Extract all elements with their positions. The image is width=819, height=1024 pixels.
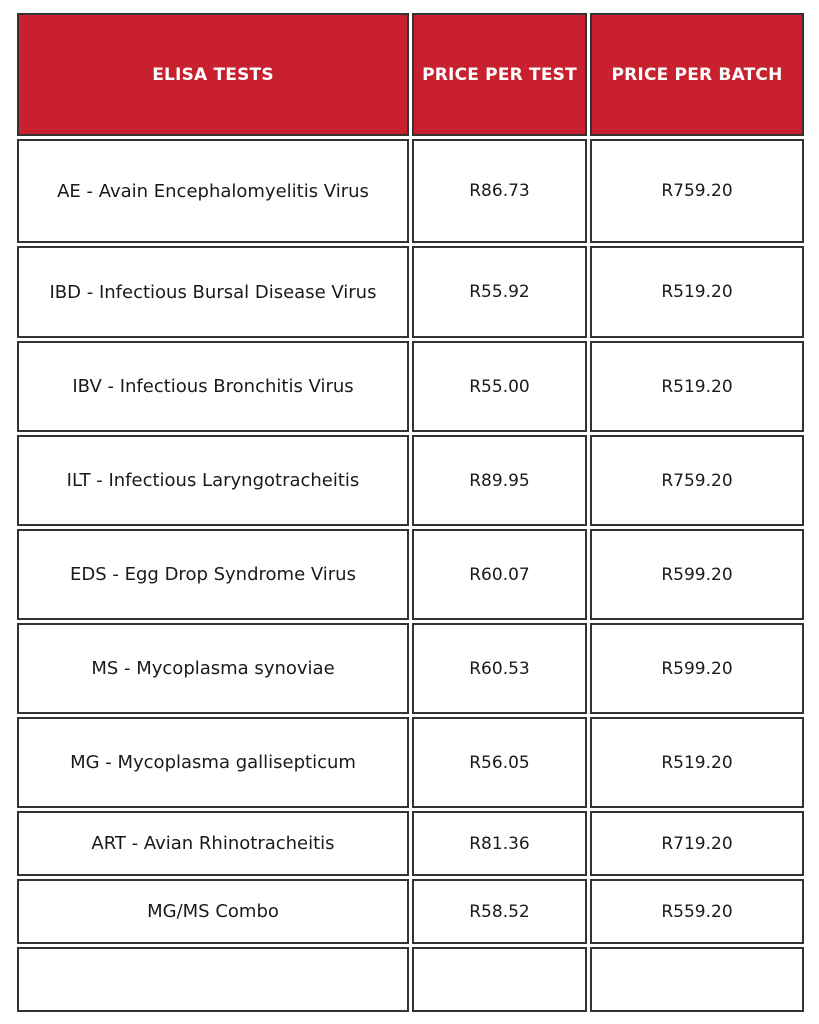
table-row bbox=[17, 879, 804, 944]
table-row bbox=[17, 717, 804, 808]
price-per-batch-cell: R599.20 bbox=[590, 529, 804, 620]
header-price-per-batch: PRICE PER BATCH bbox=[590, 13, 804, 136]
price-per-batch-cell: R519.20 bbox=[590, 246, 804, 338]
table-row-empty bbox=[17, 947, 804, 1012]
price-per-batch-cell: R559.20 bbox=[590, 879, 804, 944]
price-per-batch-cell: R759.20 bbox=[590, 435, 804, 526]
table-row bbox=[17, 246, 804, 338]
test-name-cell bbox=[17, 947, 409, 1012]
price-per-batch-cell: R759.20 bbox=[590, 139, 804, 243]
table-row bbox=[17, 529, 804, 620]
test-name-cell: ILT - Infectious Laryngotracheitis bbox=[17, 435, 409, 526]
price-per-batch-cell bbox=[590, 947, 804, 1012]
test-name-cell: MG/MS Combo bbox=[17, 879, 409, 944]
table-row bbox=[17, 435, 804, 526]
price-per-test-cell: R58.52 bbox=[412, 879, 587, 944]
price-per-test-cell: R60.53 bbox=[412, 623, 587, 714]
header-row bbox=[17, 13, 804, 136]
header-elisa-tests: ELISA TESTS bbox=[17, 13, 409, 136]
price-per-batch-cell: R519.20 bbox=[590, 717, 804, 808]
price-per-test-cell: R89.95 bbox=[412, 435, 587, 526]
price-per-batch-cell: R599.20 bbox=[590, 623, 804, 714]
price-per-test-cell: R60.07 bbox=[412, 529, 587, 620]
test-name-cell: IBD - Infectious Bursal Disease Virus bbox=[17, 246, 409, 338]
test-name-cell: MS - Mycoplasma synoviae bbox=[17, 623, 409, 714]
test-name-cell: ART - Avian Rhinotracheitis bbox=[17, 811, 409, 876]
price-per-test-cell bbox=[412, 947, 587, 1012]
header-price-per-test: PRICE PER TEST bbox=[412, 13, 587, 136]
table-row bbox=[17, 623, 804, 714]
test-name-cell: MG - Mycoplasma gallisepticum bbox=[17, 717, 409, 808]
table-row bbox=[17, 811, 804, 876]
price-per-test-cell: R86.73 bbox=[412, 139, 587, 243]
price-per-test-cell: R55.92 bbox=[412, 246, 587, 338]
price-per-batch-cell: R719.20 bbox=[590, 811, 804, 876]
price-per-test-cell: R81.36 bbox=[412, 811, 587, 876]
test-name-cell: AE - Avain Encephalomyelitis Virus bbox=[17, 139, 409, 243]
table-row bbox=[17, 139, 804, 243]
price-per-batch-cell: R519.20 bbox=[590, 341, 804, 432]
test-name-cell: IBV - Infectious Bronchitis Virus bbox=[17, 341, 409, 432]
price-per-test-cell: R56.05 bbox=[412, 717, 587, 808]
table-row bbox=[17, 341, 804, 432]
test-name-cell: EDS - Egg Drop Syndrome Virus bbox=[17, 529, 409, 620]
price-per-test-cell: R55.00 bbox=[412, 341, 587, 432]
elisa-price-table bbox=[14, 10, 807, 1015]
